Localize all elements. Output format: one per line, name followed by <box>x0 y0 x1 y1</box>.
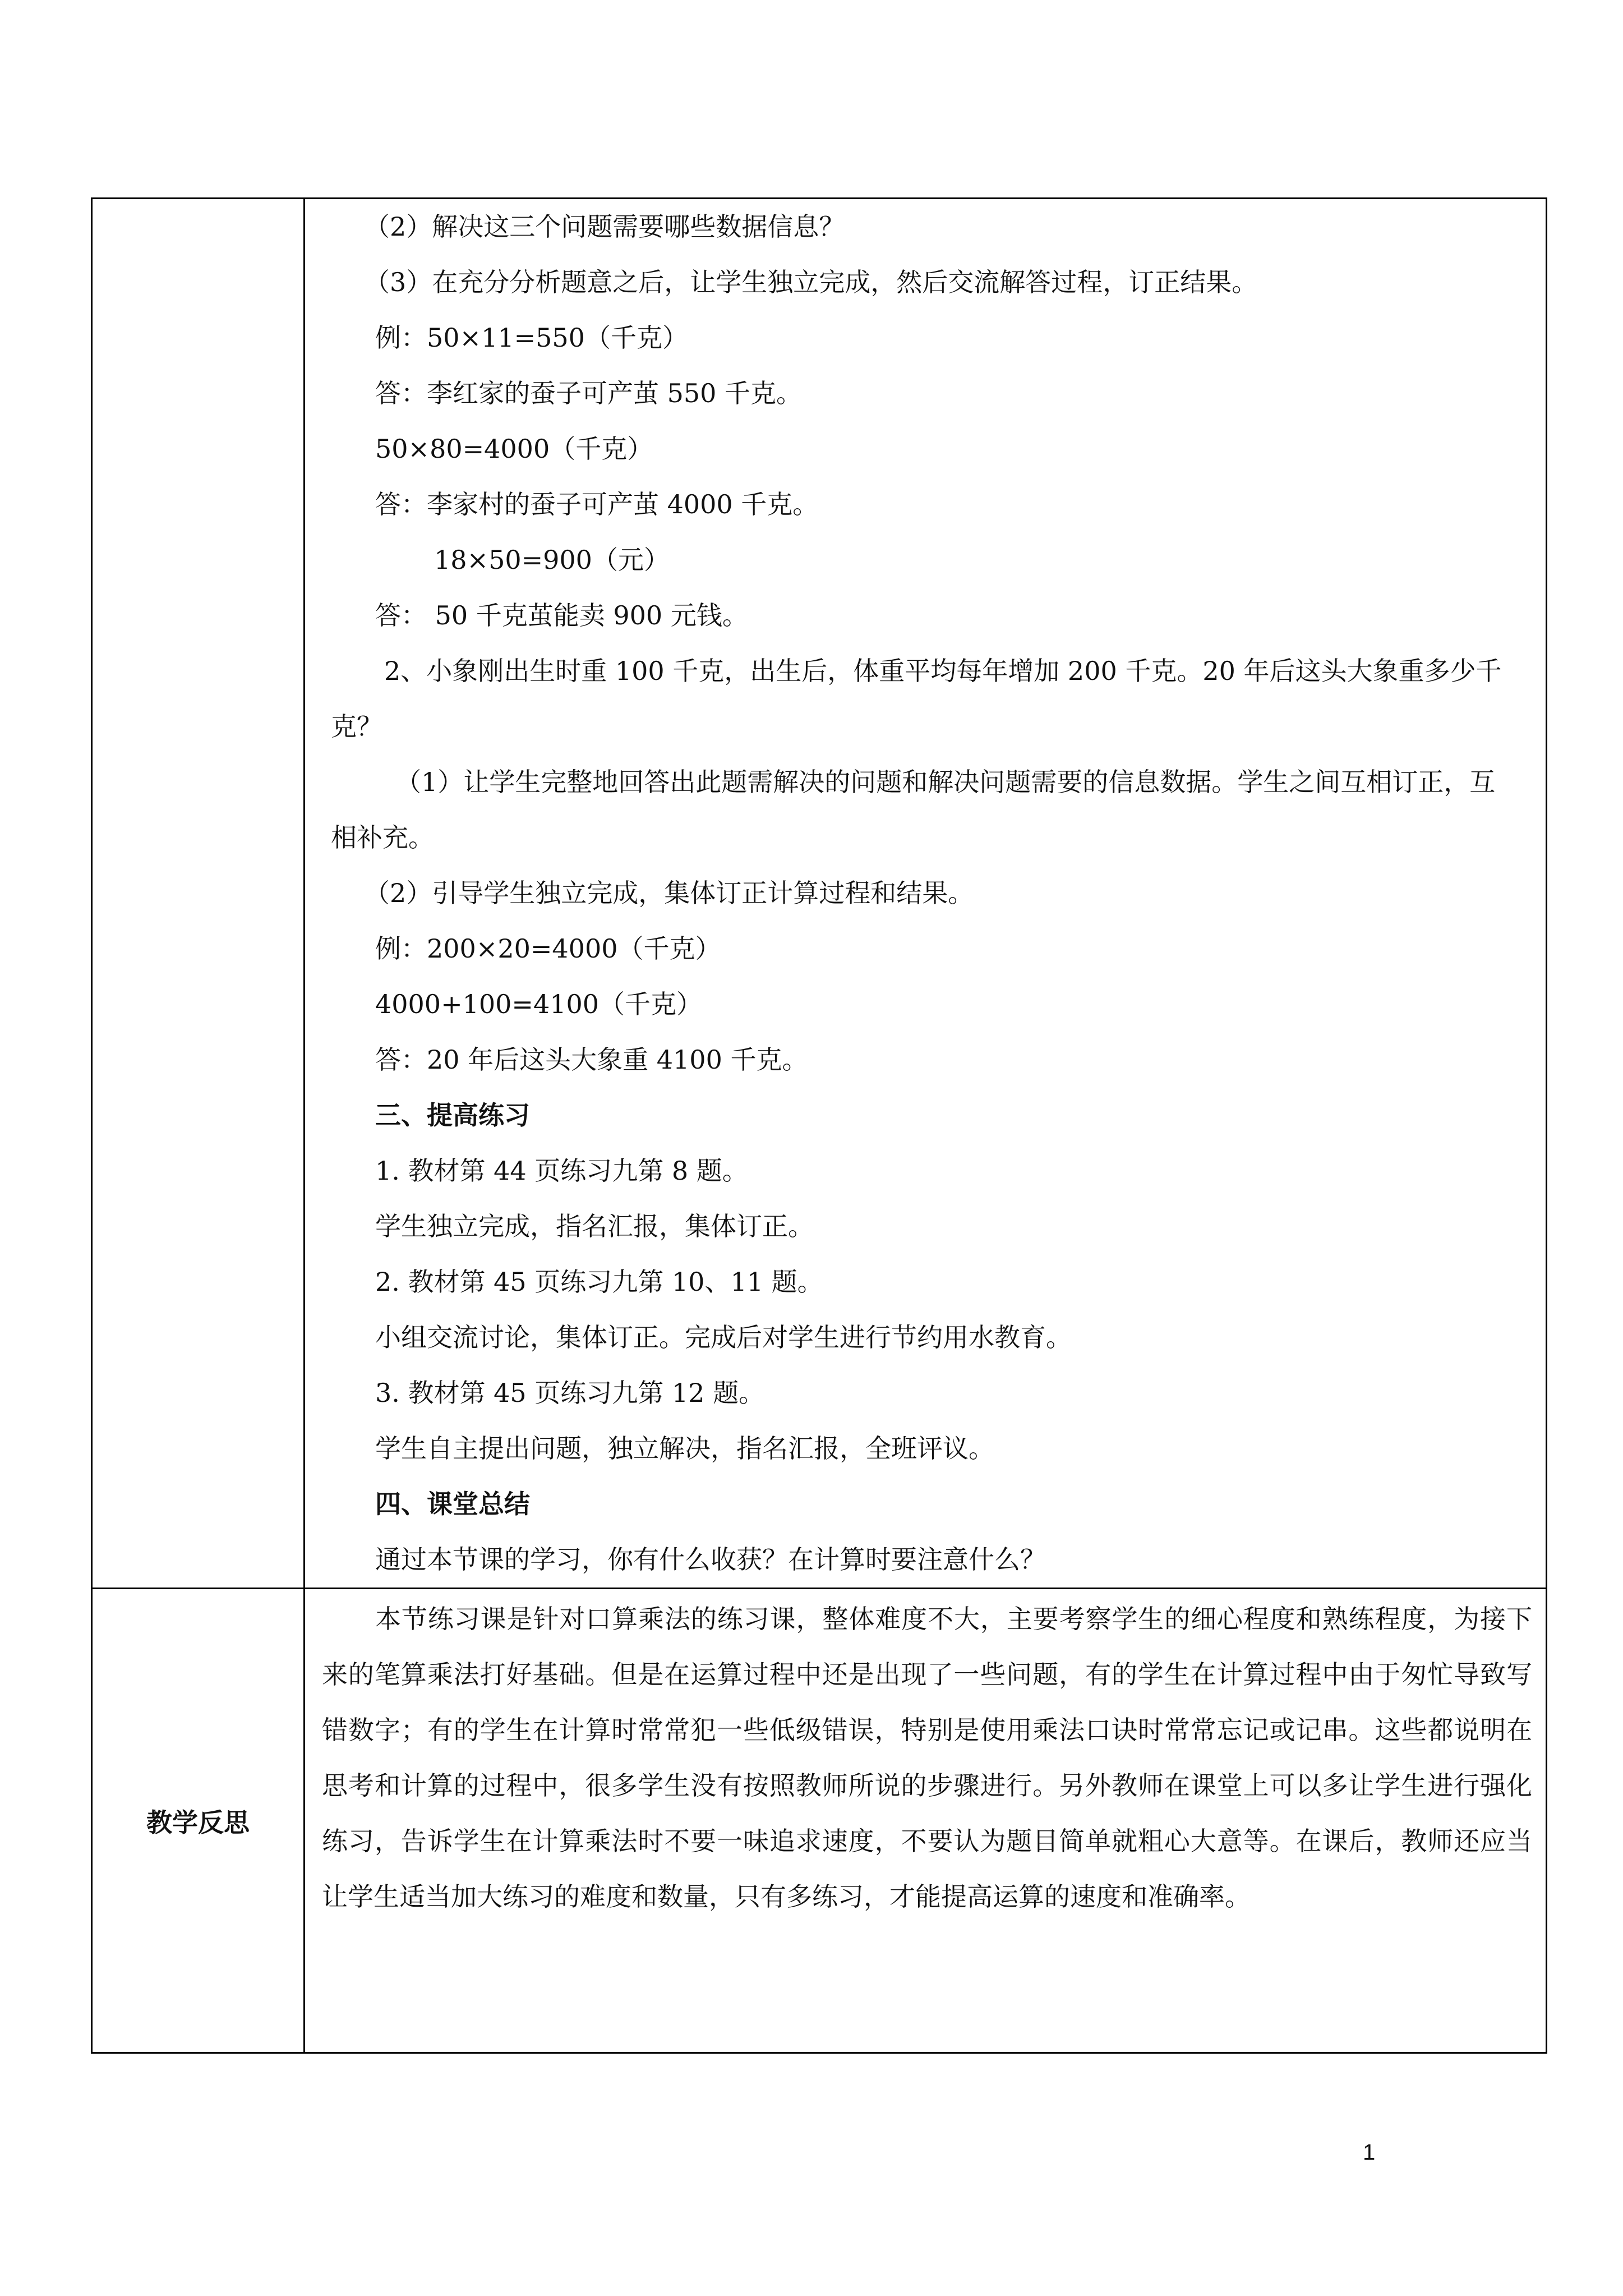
problem-2-text: 2、小象刚出生时重 100 千克，出生后，体重平均每年增加 200 千克。20 年后这头大象重多少千克？ <box>331 656 1502 742</box>
lines2-line-10: 学生自主提出问题，独立解决，指名汇报，全班评议。 <box>375 1433 994 1464</box>
empty-label-cell <box>92 199 305 1589</box>
reflection-text: 本节练习课是针对口算乘法的练习课，整体难度不大，主要考察学生的细心程度和熟练程度，为接下来的笔算乘法打好基础。但是在运算过程中还是出现了一些问题，有的学生在计算过程中由于匆忙导致写错数字；有的学生在计算时常常犯一些低级错误，特别是使用乘法口诀时常常忘记或记串。这些都说明在思考和计算的过程中，很多学生没有按照教师所说的步骤进行。另外教师在课堂上可以多让学生进行强化练习，告诉学生在计算乘法时不要一味追求速度，不要认为题目简单就粗心大意等。在课后，教师还应当让学生适当加大练习的难度和数量，只有多练习，才能提高运算的速度和准确率。 <box>322 1604 1532 1912</box>
lines-line-6: 18×50=900（元） <box>434 545 670 575</box>
lines2-line-1: 例：200×20=4000（千克） <box>375 933 721 964</box>
lines2-line-0: （2）引导学生独立完成，集体订正计算过程和结果。 <box>364 878 974 908</box>
page-number: 1 <box>1363 2140 1376 2165</box>
content-lines-part2 <box>305 866 1529 1588</box>
problem-2-step-1: （1）让学生完整地回答出此题需解决的问题和解决问题需要的信息数据。学生之间互相订正，互相补充。 <box>331 767 1496 853</box>
lines2-line-7: 2. 教材第 45 页练习九第 10、11 题。 <box>375 1267 823 1297</box>
lines-line-1: （3）在充分分析题意之后，让学生独立完成，然后交流解答过程，订正结果。 <box>364 267 1258 297</box>
content-lines-part1 <box>305 199 1529 643</box>
content-row <box>92 199 1547 1589</box>
reflection-cell <box>305 1589 1547 2053</box>
lines2-line-8: 小组交流讨论，集体订正。完成后对学生进行节约用水教育。 <box>375 1322 1072 1352</box>
reflection-row <box>92 1589 1547 2053</box>
lines2-line-3: 答：20 年后这头大象重 4100 千克。 <box>375 1045 808 1075</box>
lines-line-7: 答： 50 千克茧能卖 900 元钱。 <box>375 600 748 631</box>
lines-line-2: 例：50×11=550（千克） <box>375 323 688 353</box>
lesson-table <box>91 197 1547 2054</box>
lines-line-4: 50×80=4000（千克） <box>375 434 653 464</box>
lines2-line-6: 学生独立完成，指名汇报，集体订正。 <box>375 1211 814 1241</box>
lines-line-3: 答：李红家的蚕子可产茧 550 千克。 <box>375 378 803 408</box>
lines-line-5: 答：李家村的蚕子可产茧 4000 千克。 <box>375 489 819 519</box>
lines2-line-11: 四、课堂总结 <box>375 1489 530 1519</box>
lines2-line-12: 通过本节课的学习，你有什么收获？在计算时要注意什么？ <box>375 1544 1046 1575</box>
lines2-line-2: 4000+100=4100（千克） <box>375 989 703 1019</box>
lines2-line-9: 3. 教材第 45 页练习九第 12 题。 <box>375 1378 765 1408</box>
lines2-line-5: 1. 教材第 44 页练习九第 8 题。 <box>375 1156 748 1186</box>
content-cell <box>305 199 1547 1589</box>
lines2-line-4: 三、提高练习 <box>375 1100 530 1130</box>
lines-line-0: （2）解决这三个问题需要哪些数据信息？ <box>364 211 845 242</box>
reflection-label: 教学反思 <box>92 1589 305 2053</box>
